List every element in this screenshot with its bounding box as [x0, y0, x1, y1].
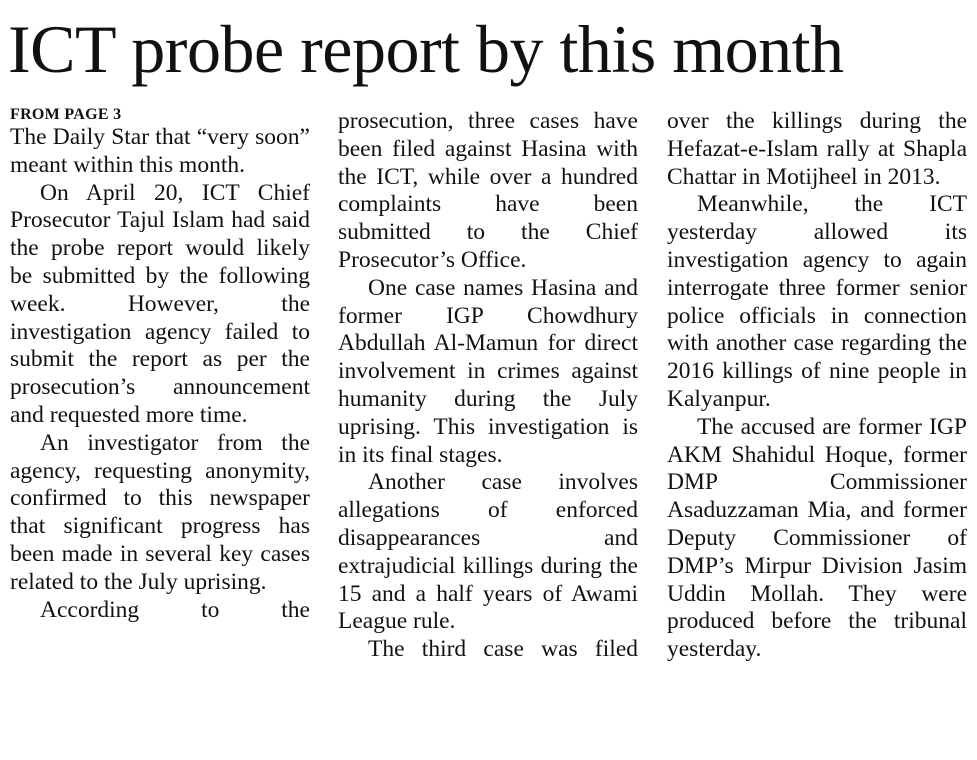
paragraph: The third case was filed	[368, 636, 638, 663]
paragraph: Meanwhile, the ICT yesterday allowed its investigation agency to again interrogate three former senior police officials in connection with another case regarding the 2016 killings of nine people in Kalyanpur.	[667, 191, 967, 412]
paragraph: prosecution, three cases have been filed against Hasina with the ICT, while over a hundred complaints have been submitted to the Chief Prosecutor’s Office.	[338, 108, 638, 273]
continuation-kicker: FROM PAGE 3	[10, 106, 122, 123]
column-1	[10, 106, 310, 624]
paragraph: According to the	[40, 596, 310, 623]
column-2	[338, 108, 638, 664]
paragraph: On April 20, ICT Chief Prosecutor Tajul Islam had said the probe report would likely be submitted by the following week. However, the investigation agency failed to submit the report as per the prosecution’s announcement and requested more time.	[10, 179, 310, 428]
paragraph: over the killings during the Hefazat-e-Islam rally at Shapla Chattar in Motijheel in 2013.	[667, 108, 967, 190]
paragraph: Another case involves allegations of enforced disappearances and extrajudicial killings during the 15 and a half years of Awami League rule.	[338, 469, 638, 635]
paragraph: The Daily Star that “very soon” meant within this month.	[10, 124, 310, 178]
headline: ICT probe report by this month	[8, 11, 844, 87]
paragraph: An investigator from the agency, requesting anonymity, confirmed to this newspaper that significant progress has been made in several key cases related to the July uprising.	[10, 429, 310, 595]
paragraph: One case names Hasina and former IGP Chowdhury Abdullah Al-Mamun for direct involvement in crimes against humanity during the July uprising. This investigation is in its final stages.	[338, 274, 638, 468]
column-3	[667, 108, 967, 664]
paragraph: The accused are former IGP AKM Shahidul Hoque, former DMP Commissioner Asaduzzaman Mia, and former Deputy Commissioner of DMP’s Mirpur Division Jasim Uddin Mollah. They were produced before the tribunal yesterday.	[667, 413, 967, 663]
